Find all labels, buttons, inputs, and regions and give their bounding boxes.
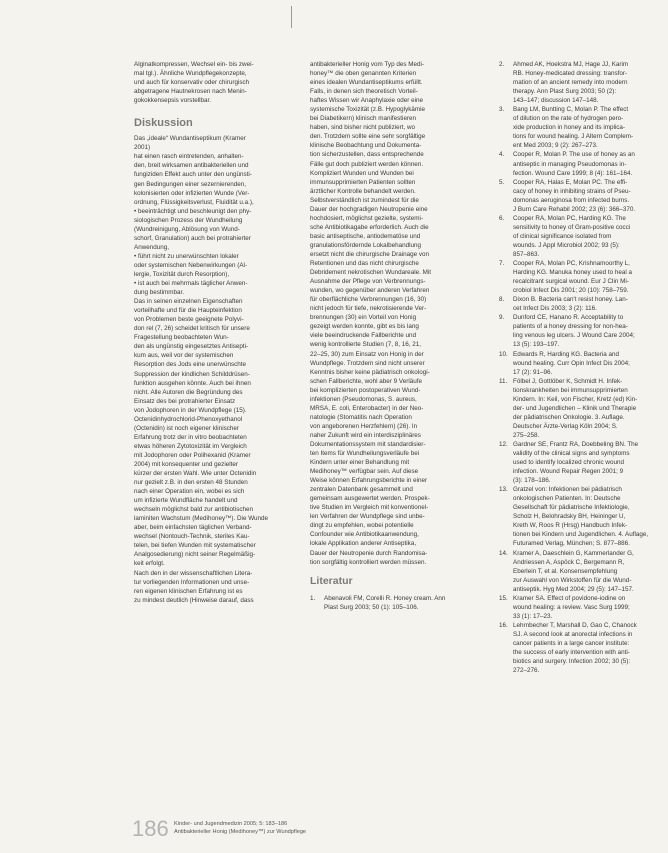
reference-line: tionen bei Kindern und Jugendlichen. 4. Auflage, bbox=[513, 531, 649, 539]
text-line: natologie (Stomatitis nach Operation bbox=[310, 413, 412, 421]
text-line: kürzer der ersten Wahl. Wie unter Octenidin bbox=[134, 470, 257, 478]
reference-line: domonas aeruginosa from infected burns. bbox=[513, 196, 630, 204]
column-3 bbox=[499, 60, 657, 675]
reference-line: wounds. J Appl Microbiol 2002; 93 (5): bbox=[513, 241, 620, 249]
reference-number: 13. bbox=[499, 486, 508, 494]
text-line: gemeinsam ausgewertet werden. Prospek- bbox=[310, 495, 430, 503]
reference-item bbox=[499, 621, 657, 675]
text-line: klinische Beobachtung und Dokumenta- bbox=[310, 142, 422, 150]
text-line: von angeborenen Herzfehlern) (26). In bbox=[310, 422, 418, 430]
reference-line: wound healing: a review. Vasc Surg 1999; bbox=[513, 603, 630, 611]
reference-text bbox=[513, 377, 657, 440]
text-line: immunsupprimierten Patienten sollten bbox=[310, 178, 416, 186]
text-line: brennungen (30) ein Vorteil von Honig bbox=[310, 314, 417, 322]
reference-item bbox=[499, 350, 657, 377]
footer-citation bbox=[174, 820, 306, 836]
text-line: Selbstverständlich ist zumindest für die bbox=[310, 196, 419, 204]
reference-line: infection. Wound Repair Regen 2001; 9 bbox=[513, 468, 624, 476]
reference-line: patients of a honey dressing for non-hea- bbox=[513, 323, 628, 331]
criteria-line: den, breit wirksamen antibakteriellen und bbox=[134, 162, 249, 170]
text-line: naher Zukunft wird ein interdisziplinäres bbox=[310, 431, 421, 439]
reference-number: 8. bbox=[499, 296, 505, 304]
text-line: MRSA, E. coli, Enterobacter) in der Neo- bbox=[310, 404, 424, 412]
reference-line: J Burn Care Rehabil 2002; 23 (6): 366–370. bbox=[513, 205, 636, 213]
column-1 bbox=[134, 60, 290, 605]
text-line: Octenidinhydrochlorid-Phenoxyethanol bbox=[134, 415, 243, 423]
reference-line: antiseptik. Hyg Med 2004; 29 (5): 147–157. bbox=[513, 585, 634, 593]
reference-item bbox=[499, 150, 657, 177]
text-line: nur gezielt z.B. in den ersten 48 Stunden bbox=[134, 479, 248, 487]
text-line: um infizierte Wundfläche handelt und bbox=[134, 497, 238, 505]
text-line: tion sicherzustellen, dass entsprechende bbox=[310, 151, 424, 159]
text-line: 2001) bbox=[134, 144, 151, 152]
reference-line: cet Infect Dis 2003; 3 (2): 116. bbox=[513, 305, 597, 313]
text-line: infektionen (Pseudomonas, S. aureus, bbox=[310, 395, 417, 403]
reference-line: der pädiatrischen Onkologie. 3. Auflage. bbox=[513, 413, 625, 421]
reference-line: cancer patients in a large cancer institute: bbox=[513, 640, 630, 647]
reference-line: RB. Honey-medicated dressing: transfor- bbox=[513, 70, 628, 78]
reference-number: 15. bbox=[499, 594, 508, 602]
reference-line: zur Auswahl von Wirkstoffen für die Wund- bbox=[513, 576, 632, 584]
text-line: schen Fallberichte, wohl aber 9 Verläufe bbox=[310, 377, 423, 385]
reference-line: Futuramed Verlag, München; S. 877–886. bbox=[513, 540, 630, 548]
text-line: Erfahrung trotz der in vitro beobachteten bbox=[134, 433, 247, 441]
text-line: Medihoney™ verfügbar sein. Auf diese bbox=[310, 468, 419, 476]
literature-heading: Literatur bbox=[310, 574, 353, 587]
text-line: ren eigenen klinischen Erfahrung ist es bbox=[134, 587, 243, 595]
reference-number: 12. bbox=[499, 440, 508, 448]
reference-line: Abenavoli FM, Corelli R. Honey cream. Ann bbox=[324, 594, 446, 602]
reference-line: der- und Jugendlichen – Klinik und Therapie bbox=[513, 404, 637, 412]
reference-text bbox=[513, 178, 657, 214]
reference-line: ling venous leg ulcers. J Wound Care 2004; bbox=[513, 332, 635, 340]
reference-line: mation of an ancient remedy into modern bbox=[513, 79, 628, 87]
reference-number: 2. bbox=[499, 61, 505, 68]
text-line: nicht. Alle Autoren die Begründung des bbox=[134, 388, 243, 396]
text-line: Wundpflege. Trotzdem sind nicht unserer bbox=[310, 359, 425, 367]
reference-item bbox=[499, 259, 657, 295]
reference-text bbox=[513, 105, 657, 150]
reference-text bbox=[513, 150, 657, 177]
text-line: aber, beim einfachsten täglichen Verband- bbox=[134, 524, 252, 532]
text-line: funktion ausgehen könnte. Auch bei ihnen bbox=[134, 379, 251, 387]
reference-line: 33 (1): 17–23. bbox=[513, 612, 553, 620]
reference-line: cacy of honey in inhibiting strains of Pseu- bbox=[513, 187, 631, 195]
reference-line: Scholz H, Belohradsky BH, Heininger U, bbox=[513, 513, 626, 521]
text-line: Confounder wie Antibiotikaanwendung, bbox=[310, 531, 419, 539]
reference-line: fection. Wound Care 1999; 8 (4): 161–164. bbox=[513, 169, 633, 177]
reference-line: Plast Surg 2003; 50 (1): 105–106. bbox=[324, 603, 419, 611]
text-line: bei Diabetikern) klinisch manifestieren bbox=[310, 115, 417, 123]
text-line: mal tgl.). Ähnliche Wundpflegekonzepte, bbox=[134, 70, 247, 78]
text-line: zentralen Datenbank gesammelt und bbox=[310, 486, 413, 494]
reference-line: wound healing. Curr Opin Infect Dis 2004; bbox=[513, 359, 630, 367]
text-line: nicht jedoch für tiefe, nekrotisierende Ver- bbox=[310, 305, 427, 313]
reference-line: Gesellschaft für pädiatrische Infektiologie, bbox=[513, 504, 630, 512]
text-line: haftes Wissen wir Anaphylaxie oder eine bbox=[310, 97, 424, 105]
reference-line: Edwards R, Harding KG. Bacteria and bbox=[513, 350, 620, 358]
reference-line: 272–276. bbox=[513, 667, 540, 675]
text-line: hochdosiert, möglichst gezielte, systemi- bbox=[310, 214, 424, 222]
text-line: Weise können Erfahrungsberichte in einer bbox=[310, 477, 428, 485]
reference-line: Cooper R, Molan P. The use of honey as an bbox=[513, 151, 635, 159]
text-line: Kindern unter einer Behandlung mit bbox=[310, 459, 410, 467]
criteria-line: • beeinträchtigt und beschleunigt den phy- bbox=[134, 207, 252, 215]
text-line: Kenntnis bisher keine pädiatrisch onkologi- bbox=[310, 368, 430, 376]
reference-number: 4. bbox=[499, 151, 505, 159]
text-line: eines idealen Wundantiseptikums erfüllt. bbox=[310, 79, 423, 87]
reference-line: Fölbel J, Gottlöber K, Schmidt H. Infek- bbox=[513, 377, 623, 385]
text-line: Retentionen und das nicht chirurgische bbox=[310, 260, 419, 268]
text-line: basic antiseptische, antiodematöse und bbox=[310, 232, 421, 240]
text-line: abgetragene Hautnekrosen nach Menin- bbox=[134, 88, 247, 96]
text-line: haben, sind bisher nicht publiziert, wo bbox=[310, 124, 416, 132]
reference-line: Kramer A, Daeschlein G, Kammerlander G, bbox=[513, 549, 634, 557]
ideal-antiseptic-intro bbox=[134, 134, 290, 152]
text-line: Einsatz des bei protrahierter Einsatz bbox=[134, 397, 236, 405]
reference-line: crobiol Infect Dis 2001; 20 (10): 758–759. bbox=[513, 287, 629, 295]
text-line: honey™ die oben genannten Kriterien bbox=[310, 70, 417, 78]
reference-text bbox=[513, 60, 657, 105]
criteria-line: oder systemischen Nebenwirkungen (Al- bbox=[134, 261, 248, 269]
text-line: granulationsfördernde Lokalbehandlung bbox=[310, 241, 421, 249]
reference-line: (3): 178–186. bbox=[513, 477, 551, 485]
text-line: wechseln möglichst bald zur antibiotischen bbox=[134, 506, 254, 514]
reference-line: Dixon B. Bacteria can't resist honey. Lan- bbox=[513, 296, 628, 304]
reference-number: 6. bbox=[499, 214, 505, 222]
text-line: Resorption des Jods eine unerwünschte bbox=[134, 361, 247, 369]
reference-item bbox=[499, 549, 657, 594]
text-line: dingt zu empfehlen, wobei potentielle bbox=[310, 522, 414, 530]
text-line: Ausnahme der Pflege von Verbrennungs- bbox=[310, 278, 426, 286]
criteria-line: dung bestimmbar. bbox=[134, 289, 185, 297]
reference-line: Dunford CE, Hanano R. Acceptability to bbox=[513, 314, 624, 322]
criteria-line: • führt nicht zu unerwünschten lokaler bbox=[134, 252, 239, 260]
criteria-line: hat einen rasch eintretenden, anhalten- bbox=[134, 153, 244, 161]
text-line: len Verfahren der Wundpflege sind unbe- bbox=[310, 513, 425, 521]
text-line: vorteilhafte und für die Haupteinfektion bbox=[134, 307, 242, 315]
reference-text bbox=[324, 594, 485, 612]
reference-text bbox=[513, 350, 657, 377]
reference-line: therapy. Ann Plast Surg 2003; 50 (2): bbox=[513, 88, 617, 96]
text-line: den. Trotzdem sollte eine sehr sorgfältige bbox=[310, 133, 426, 141]
text-line: Suppression der kindlichen Schilddrüsen- bbox=[134, 370, 250, 378]
reference-text bbox=[513, 440, 657, 485]
reference-line: 17 (2): 91–96. bbox=[513, 368, 553, 376]
text-line: viele beeindruckende Fallberichte und bbox=[310, 332, 417, 340]
reference-text bbox=[513, 621, 657, 675]
text-line: gezeigt werden konnte, gibt es bis lang bbox=[310, 323, 419, 331]
reference-item bbox=[499, 214, 657, 259]
reference-item bbox=[499, 60, 657, 105]
reference-line: 275–258. bbox=[513, 431, 540, 439]
discussion-heading: Diskussion bbox=[134, 117, 193, 130]
text-line: wechsel (Nontouch-Technik, steriles Kau- bbox=[134, 533, 250, 541]
reference-line: SJ. A second look at anorectal infections in bbox=[513, 630, 633, 638]
discussion-body-continued bbox=[310, 60, 485, 567]
reference-list bbox=[499, 60, 657, 675]
reference-item bbox=[499, 105, 657, 150]
reference-line: Kreth W, Roos R (Hrsg) Handbuch Infek- bbox=[513, 522, 628, 530]
page-number: 186 bbox=[132, 816, 169, 841]
text-line: zu mindest deutlich (Hinweise darauf, dass bbox=[134, 596, 254, 604]
reference-line: Kramer SA. Effect of povidone-iodine on bbox=[513, 594, 626, 602]
reference-line: recalcitrant surgical wound. Eur J Clin Mi- bbox=[513, 278, 629, 286]
reference-item bbox=[499, 485, 657, 548]
reference-line: Lehrnbecher T, Marshall D, Gao C, Chanock bbox=[513, 621, 637, 629]
reference-line: Deutscher Ärzte-Verlag Köln 2004; S. bbox=[513, 422, 618, 430]
criteria-line: Anwendung, bbox=[134, 243, 170, 251]
reference-line: validity of the clinical signs and symptoms bbox=[513, 450, 630, 458]
text-line: gokokkensepsis vorstellbar. bbox=[134, 97, 212, 105]
text-line: bei komplizierten postoperativen Wund- bbox=[310, 386, 421, 394]
reference-line: Gratzel von: Infektionen bei pädiatrisch bbox=[513, 486, 622, 494]
reference-text bbox=[513, 295, 657, 313]
text-line: Das in seinen einzelnen Eigenschaften bbox=[134, 298, 243, 306]
text-line: Dokumentationssystem mit standardisier- bbox=[310, 440, 426, 448]
text-line: systemische Toxizität (z.B. Hypoglykämie bbox=[310, 106, 426, 114]
text-line: Falls, in denen sich theoretisch Vorteil- bbox=[310, 88, 418, 96]
reference-line: sensitivity to honey of Gram-positive cocci bbox=[513, 223, 631, 231]
text-line: für oberflächliche Verbrennungen (16, 30) bbox=[310, 296, 427, 304]
reference-line: 857–863. bbox=[513, 250, 540, 258]
page-footer bbox=[132, 816, 532, 846]
text-line: Nach den in der wissenschaftlichen Litera- bbox=[134, 569, 253, 577]
text-line: mit Jodophoren oder Polihexanid (Kramer bbox=[134, 451, 251, 459]
reference-line: Cooper RA, Molan PC, Krishnamoorthy L, bbox=[513, 260, 630, 268]
text-line: nach einer Operation ein, wobei es sich bbox=[134, 488, 245, 496]
reference-number: 5. bbox=[499, 178, 505, 186]
text-line: keit erfolgt. bbox=[134, 560, 165, 568]
text-line: tur vorliegenden Informationen und unse- bbox=[134, 578, 250, 586]
text-line: Alginatkompressen, Wechsel ein- bis zwei- bbox=[134, 61, 254, 68]
reference-text bbox=[513, 313, 657, 349]
criteria-line: lergie, Toxizität durch Resorption), bbox=[134, 270, 230, 278]
reference-line: the success of early intervention with anti- bbox=[513, 649, 630, 657]
text-line: wunden, wo gegenüber anderen Verfahren bbox=[310, 287, 430, 295]
reference-item bbox=[499, 295, 657, 313]
criteria-line: ordnung, Flüssigkeitsverlust, Fluidität u.a.), bbox=[134, 198, 254, 206]
text-line: den als ungünstig eingesetztes Antisepti- bbox=[134, 343, 249, 351]
reference-line: Gardner SE, Frantz RA, Doebbeling BN. The bbox=[513, 440, 639, 448]
text-line: von Problemen beste geeignete Polyvi- bbox=[134, 316, 244, 324]
reference-number: 9. bbox=[499, 314, 505, 322]
reference-line: tions for wound healing. J Altern Complem- bbox=[513, 133, 634, 141]
text-line: Fragestellung beobachteten Wun- bbox=[134, 334, 229, 342]
reference-line: ent Med 2003; 9 (2): 267–273. bbox=[513, 142, 598, 150]
text-line: wenig kontrollierte Studien (7, 8, 16, 21, bbox=[310, 341, 421, 349]
reference-number: 3. bbox=[499, 106, 505, 114]
criteria-line: (Wundreinigung, Ablösung von Wund- bbox=[134, 225, 240, 233]
text-line: Das „ideale“ Wundantiseptikum (Kramer bbox=[134, 135, 246, 143]
text-line: tion sorgfältig kontrolliert werden müssen. bbox=[310, 558, 427, 566]
reference-item bbox=[499, 440, 657, 485]
text-line: laminiten Wachstum (Medihoney™). Die Wunde bbox=[134, 515, 269, 523]
text-line: Fälle gut doch publiziert werden können. bbox=[310, 160, 424, 168]
reference-line: used to identify localized chronic wound bbox=[513, 459, 624, 467]
text-line: (Octenidin) ist noch eigener klinischer bbox=[134, 424, 239, 432]
reference-number: 14. bbox=[499, 549, 508, 557]
footer-journal-line: Kinder- und Jugendmedizin 2005; 5: 183–186 bbox=[174, 821, 288, 827]
reference-line: Ahmed AK, Hoekstra MJ, Hage JJ, Karim bbox=[513, 61, 629, 68]
reference-line: of clinical significance isolated from bbox=[513, 232, 612, 240]
reference-line: Cooper RA, Halas E, Molan PC. The effi- bbox=[513, 178, 628, 186]
reference-line: antiseptic in managing Pseudomonas in- bbox=[513, 160, 627, 168]
reference-item bbox=[499, 313, 657, 349]
reference-line: biotics and surgery. Infection 2002; 30 (5): bbox=[513, 658, 631, 666]
reference-item bbox=[499, 594, 657, 621]
text-line: Debridement nekrotischen Wundareale. Mit bbox=[310, 269, 431, 277]
reference-text bbox=[513, 594, 657, 621]
footer-title-line: Antibakterieller Honig (Medihoney™) zur Wundpflege bbox=[174, 829, 307, 835]
criteria-line: • ist auch bei mehrmals täglicher Anwen- bbox=[134, 280, 248, 288]
reference-text bbox=[513, 214, 657, 259]
reference-number: 11. bbox=[499, 377, 508, 385]
criteria-line: fungiziden Effekt auch unter den ungünsti- bbox=[134, 171, 252, 179]
reference-text bbox=[513, 549, 657, 594]
text-line: kum aus, weil vor der systemischen bbox=[134, 352, 234, 360]
criteria-list bbox=[134, 152, 290, 297]
intro-paragraph bbox=[134, 60, 290, 105]
text-line: Kompliziert Wunden und Wunden bei bbox=[310, 169, 414, 177]
text-line: telen, bei tiefen Wunden mit systematischer bbox=[134, 542, 256, 550]
reference-number: 10. bbox=[499, 350, 508, 358]
reference-line: Eberlein T, et al. Konsensempfehlung bbox=[513, 567, 618, 575]
reference-line: tionskrankheiten bei immunsupprimierten bbox=[513, 386, 628, 394]
reference-line: xide production in honey and its implica- bbox=[513, 124, 626, 132]
reference-line: Andriessen A, Aspöck C, Bergemann R, bbox=[513, 558, 625, 566]
text-line: 2004) mit konsequenter und gezielter bbox=[134, 460, 238, 468]
reference-text bbox=[513, 259, 657, 295]
reference-number: 7. bbox=[499, 260, 505, 268]
reference-item bbox=[499, 377, 657, 440]
criteria-line: gen Bedingungen einer sezernierenden, bbox=[134, 180, 247, 188]
reference-line: Cooper RA, Molan PC, Harding KG. The bbox=[513, 214, 626, 222]
discussion-body bbox=[134, 297, 290, 605]
fold-mark bbox=[291, 6, 292, 28]
reference-item bbox=[310, 594, 485, 612]
text-line: ärztlicher Kontrolle behandelt werden. bbox=[310, 187, 416, 195]
text-line: etwas höheren Zytotoxizität im Vergleich bbox=[134, 442, 247, 450]
criteria-line: siologischen Prozess der Wundheilung bbox=[134, 216, 243, 224]
text-line: 22–25, 30) zum Einsatz von Honig in der bbox=[310, 350, 424, 358]
text-line: lokale Applikation anderer Antiseptika, bbox=[310, 540, 417, 548]
text-line: von Jodophoren in der Wundpflege (15). bbox=[134, 406, 247, 414]
text-line: ersetzt nicht die chirurgische Drainage von bbox=[310, 250, 430, 258]
text-line: ten Items für Wundheilungsverläufe bei bbox=[310, 450, 420, 458]
reference-line: 143–147; discussion 147–148. bbox=[513, 97, 599, 105]
criteria-line: kolonisierten oder infizierten Wunde (Ver- bbox=[134, 189, 250, 197]
reference-line: of dilution on the rate of hydrogen pero- bbox=[513, 115, 624, 123]
reference-list-start bbox=[310, 594, 485, 612]
reference-line: Kindern. In: Keil, von Fischer, Kretz (ed) Kin- bbox=[513, 395, 638, 403]
criteria-line: schorf, Granulation) auch bei protrahierter bbox=[134, 234, 251, 242]
text-line: Analgosedierung) nicht seiner Regelmäßig- bbox=[134, 551, 256, 559]
reference-line: Bang LM, Buntting C, Molan P. The effect bbox=[513, 106, 629, 114]
text-line: sche Antibiotikagabe erforderlich. Auch die bbox=[310, 223, 429, 231]
column-2 bbox=[310, 60, 485, 612]
text-line: Dauer der hochgradigen Neutropenie eine bbox=[310, 205, 428, 213]
reference-line: 13 (5): 193–197. bbox=[513, 341, 560, 349]
reference-line: Harding KG. Manuka honey used to heal a bbox=[513, 269, 633, 277]
text-line: und auch für konservativ oder chirurgisch bbox=[134, 79, 250, 87]
reference-line: onkologischen Patienten. In: Deutsche bbox=[513, 495, 621, 503]
reference-number: 16. bbox=[499, 621, 508, 629]
reference-number: 1. bbox=[310, 594, 316, 602]
text-line: don rel (7, 26) scheidet kritisch für unsere bbox=[134, 325, 250, 333]
text-line: Dauer der Neutropenie durch Randomisa- bbox=[310, 549, 428, 557]
reference-item bbox=[499, 178, 657, 214]
text-line: tive Studien im Vergleich mit konventionel- bbox=[310, 504, 429, 512]
reference-text bbox=[513, 485, 657, 548]
text-line: antibakterieller Honig vom Typ des Medi- bbox=[310, 61, 424, 68]
